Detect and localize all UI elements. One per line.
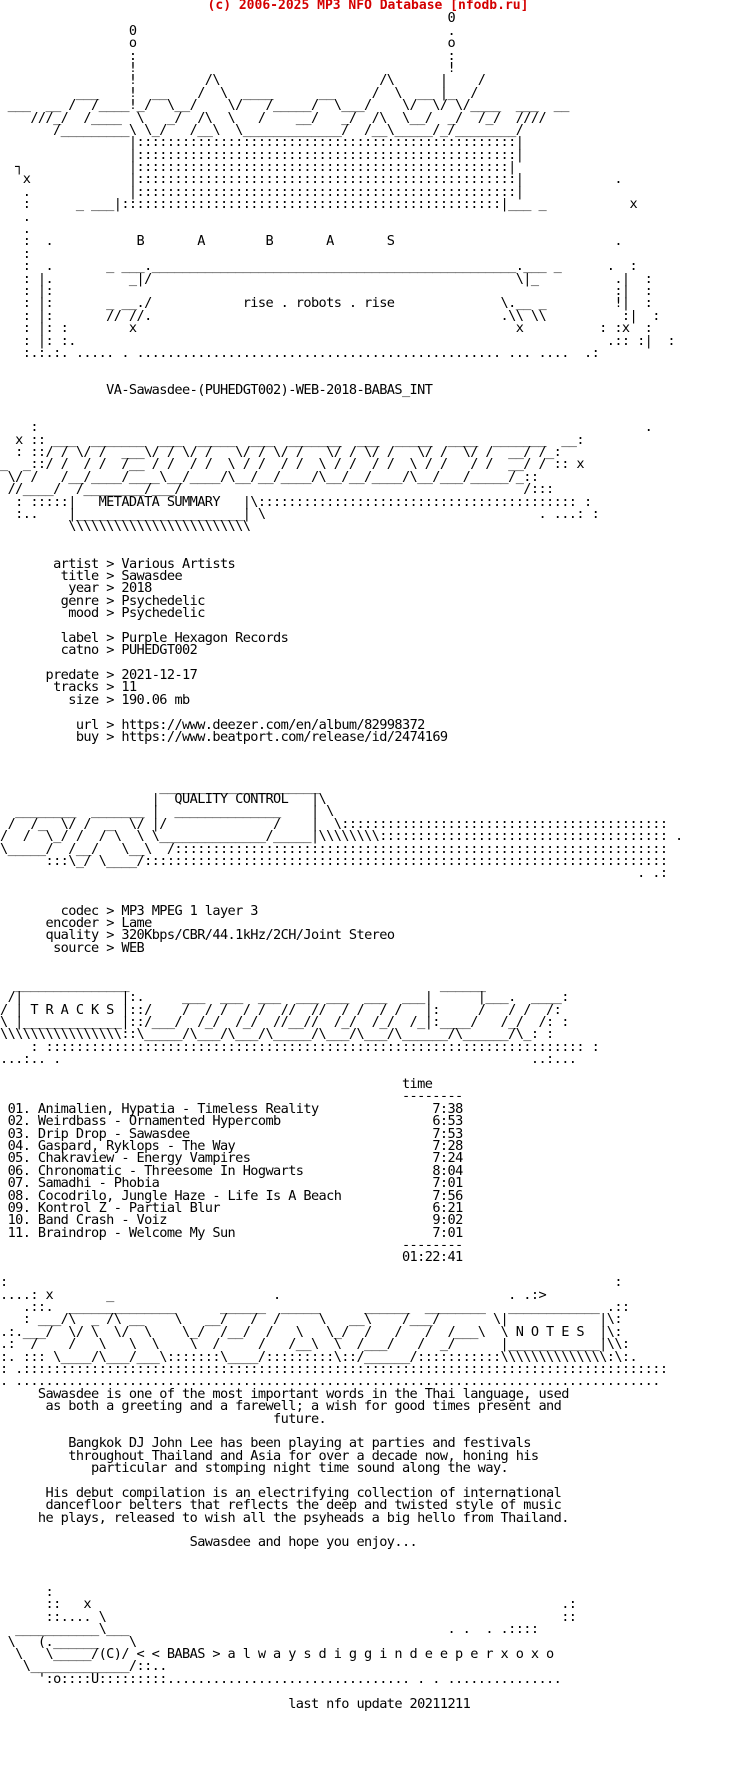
notes-line: future. xyxy=(0,1410,327,1427)
logo-ascii-art: o o xyxy=(0,35,456,52)
track-number: 05. xyxy=(0,1150,38,1167)
release-name: VA-Sawasdee-(PUHEDGT002)-WEB-2018-BABAS_INT xyxy=(0,382,433,399)
tracks-ascii-banner: \ |_____________|::/___/ /_/ /_/ //__// /_/ /_/ /_|:____/ /_/ /: : xyxy=(0,1014,569,1031)
tracks-ascii-banner: \\\\\\\\\\\\\\\\::\_____/\___/\___/\_____/\___/\___/\______/\______/\_: : xyxy=(0,1026,554,1043)
metadata-field-label: genre xyxy=(0,592,99,609)
spacer-line xyxy=(0,397,683,409)
track-title: Weirdbass - Ornamented Hypercomb xyxy=(37,1113,281,1130)
spacer-line xyxy=(0,880,683,892)
tracks-ascii-banner: ...:.. . ..:... xyxy=(0,1051,577,1068)
metadata-field-value: Psychedelic xyxy=(121,605,205,622)
track-title: Chronomatic - Threesome In Hogwarts xyxy=(37,1162,304,1179)
quality-ascii-banner: . .: xyxy=(0,865,668,882)
notes-ascii-banner: .: / / \ \ \ \ / / /__\ \ /___/ / _/ |____________|\\: xyxy=(0,1336,630,1353)
logo-ascii-art: 0 . xyxy=(0,22,456,39)
track-time: 7:56 xyxy=(432,1187,463,1204)
footer-ascii-art: : xyxy=(0,1584,54,1600)
notes-ascii-banner: ....: x _ . . .:> xyxy=(0,1286,547,1303)
metadata-field-value: 190.06 mb xyxy=(121,691,190,708)
track-title: Braindrop - Welcome My Sun xyxy=(37,1224,236,1241)
logo-ascii-art: |::::::::::::::::::::::::::::::::::::::::::::::::::| xyxy=(0,146,524,163)
track-title: Samadhi - Phobia xyxy=(37,1175,160,1192)
track-time: 7:28 xyxy=(432,1137,463,1154)
quality-field-label: source xyxy=(0,939,99,956)
track-time: 7:01 xyxy=(432,1224,463,1241)
field-separator: > xyxy=(98,580,122,597)
footer-ascii-art: ::.... \ :: xyxy=(0,1608,577,1625)
metadata-field-value: Psychedelic xyxy=(121,592,205,609)
metadata-field-value: https://www.beatport.com/release/id/2474169 xyxy=(121,729,448,746)
notes-line: Sawasdee is one of the most important words in the Thai language, used xyxy=(0,1385,569,1402)
metadata-field-value: 2021-12-17 xyxy=(121,667,198,684)
metadata-field-value: PUHEDGT002 xyxy=(121,642,198,659)
field-separator: > xyxy=(98,914,122,931)
track-time: 7:38 xyxy=(432,1100,463,1117)
logo-ascii-art: : |. _|/ \|_ .| : xyxy=(0,270,653,287)
logo-ascii-art: ! ! xyxy=(0,59,456,76)
field-separator: > xyxy=(98,629,122,646)
metadata-field-value: https://www.deezer.com/en/album/82998372 xyxy=(121,716,425,733)
quality-ascii-banner: _____________________ xyxy=(0,778,319,795)
logo-ascii-art: : . B A B A S . xyxy=(0,233,622,250)
track-number: 11. xyxy=(0,1224,38,1241)
metadata-field-value: Sawasdee xyxy=(121,567,183,584)
quality-field-value: WEB xyxy=(121,939,145,956)
track-number: 03. xyxy=(0,1125,38,1142)
footer-ascii-art: ___________\___ . . . .:::: xyxy=(0,1621,539,1638)
track-time: 7:53 xyxy=(432,1125,463,1142)
quality-ascii-banner: | QUALITY CONTROL |\ xyxy=(0,791,327,807)
footer-ascii-art: ':o::::U:::::::::................................ . . ............... xyxy=(0,1670,562,1687)
field-separator: > xyxy=(98,729,122,746)
track-title: Band Crash - Voiz xyxy=(37,1212,167,1229)
quality-field-label: quality xyxy=(0,927,99,944)
logo-ascii-art: x |::::::::::::::::::::::::::::::::::::::::::::::::::| . xyxy=(0,171,622,188)
metadata-field xyxy=(0,605,683,622)
site-header: (c) 2006-2025 MP3 NFO Database [nfodb.ru] xyxy=(207,0,529,13)
metadata-ascii-banner: : . xyxy=(0,419,653,436)
track-title: Animalien, Hypatia - Timeless Reality xyxy=(37,1100,319,1117)
track-title: Cocodrilo, Jungle Haze - Life Is A Beach xyxy=(37,1187,342,1204)
spacer-line xyxy=(0,954,683,966)
notes-ascii-banner: :. ::: \____/\___/___\:::::::\____/:::::::::\::/______/:::::::::::\\\\\\\\\\\\\\:\:. xyxy=(0,1348,638,1365)
metadata-field-value: 2018 xyxy=(121,580,152,597)
metadata-ascii-banner: \/ / /__/____/____\__/____/\__/__/____/\__/__/____/\__/___/_____/_:: xyxy=(0,468,539,485)
metadata-field-label: year xyxy=(0,580,99,597)
footer-ascii-art: \ \_____/(C)/ < < BABAS > a l w a y s d i g g i n d e e p e r x o x o xyxy=(0,1645,554,1662)
logo-ascii-art: ┐ |:::::::::::::::::::::::::::::::::::::::::::::::::| xyxy=(0,159,516,176)
track-title: Chakraview - Energy Vampires xyxy=(37,1150,251,1167)
metadata-field-label: tracks xyxy=(0,679,99,696)
track-title: Gaspard, Ryklops - The Way xyxy=(37,1137,236,1154)
field-separator: > xyxy=(98,902,122,919)
logo-ascii-art: : |: // //. .\\ \\ :| : xyxy=(0,307,660,324)
notes-line: His debut compilation is an electrifying collection of international xyxy=(0,1484,562,1501)
metadata-field-label: predate xyxy=(0,667,99,684)
logo-ascii-art: : |: :| : xyxy=(0,282,653,299)
track-time: 9:02 xyxy=(432,1212,463,1229)
notes-line: Sawasdee and hope you enjoy... xyxy=(0,1534,418,1551)
logo-ascii-art: ///_/ /____ \ _/ /\ \ / __/ _/ /\ \__/ _/ /_/ //// xyxy=(0,109,547,126)
tracks-total-time: 01:22:41 xyxy=(0,1249,463,1266)
quality-ascii-banner: ________ _______ | ______________ | \ xyxy=(0,803,334,820)
spacer-line xyxy=(0,1574,683,1586)
field-separator: > xyxy=(98,679,122,696)
track-time: 6:21 xyxy=(432,1199,463,1216)
field-separator: > xyxy=(98,691,122,708)
track-time: 8:04 xyxy=(432,1162,463,1179)
logo-ascii-art: : |: :. .:: :| : xyxy=(0,332,675,349)
footer-ascii-art: \ (.______ \ xyxy=(0,1633,137,1650)
notes-ascii-banner: . ..................................................................................... xyxy=(0,1373,660,1390)
logo-ascii-art: :.:.:. ..... . ................................................ ... .... .: xyxy=(0,344,600,361)
metadata-ascii-banner: : ::/ / \/ / ___\/ / \/ / \/ / \/ / \/ / \/ / \/ / \/ / __/ /_: xyxy=(0,444,562,461)
tracks-time-rule: -------- xyxy=(0,1237,463,1254)
metadata-ascii-banner: _ _::/ / / / /__ / / / / \ / / / / \ / / / / \ / / / / __/ / :: x xyxy=(0,456,584,473)
last-update: last nfo update 20211211 xyxy=(0,1695,471,1712)
field-separator: > xyxy=(98,716,122,733)
notes-line: Bangkok DJ John Lee has been playing at parties and festivals xyxy=(0,1435,531,1452)
logo-ascii-art: ___ ! __ / \ ____ __ / \ __ |_ / xyxy=(0,84,478,101)
track-number: 01. xyxy=(0,1100,38,1117)
track-number: 09. xyxy=(0,1199,38,1216)
quality-field-value: MP3 MPEG 1 layer 3 xyxy=(121,902,258,919)
quality-field-value: Lame xyxy=(121,914,152,931)
metadata-field xyxy=(0,642,683,659)
field-separator: > xyxy=(98,667,122,684)
field-separator: > xyxy=(98,567,122,584)
logo-ascii-art: /_________\ \_/ /__\ \_____________/ /__\_____/_/________/ xyxy=(0,121,524,138)
footer-ascii-art: :: x .: xyxy=(0,1596,577,1613)
footer-ascii-art: \_____________/::.. xyxy=(0,1658,167,1675)
field-separator: > xyxy=(98,592,122,609)
metadata-field-label: label xyxy=(0,629,99,646)
track-title: Kontrol Z - Partial Blur xyxy=(37,1199,220,1216)
track-number: 08. xyxy=(0,1187,38,1204)
spacer-line xyxy=(0,743,683,755)
metadata-field-label: url xyxy=(0,716,99,733)
track-time: 7:24 xyxy=(432,1150,463,1167)
quality-field-label: encoder xyxy=(0,914,99,931)
tracks-ascii-banner: : ::::::::::::::::::::::::::::::::::::::::::::::::::::::::::::::::::::::: : xyxy=(0,1038,600,1055)
metadata-ascii-banner: :.. |______________________| \ . ...: : xyxy=(0,506,600,523)
field-separator: > xyxy=(98,939,122,956)
tracks-ascii-banner: _______________ ______ xyxy=(0,976,486,993)
logo-ascii-art: : : xyxy=(0,47,456,64)
track-time: 6:53 xyxy=(432,1113,463,1130)
metadata-field-label: mood xyxy=(0,605,99,622)
tracks-ascii-banner: / | T R A C K S |::/ / / / / / // // / / / / |: / / / /: xyxy=(0,1001,562,1018)
logo-ascii-art: 0 xyxy=(0,10,456,27)
logo-ascii-art: ! /\ /\ | / xyxy=(0,72,486,89)
logo-ascii-art: . xyxy=(0,208,31,225)
quality-ascii-banner: :::\_/ \____/::::::::::::::::::::::::::::::::::::::::::::::::::::::::::::::::::::: xyxy=(0,852,668,869)
metadata-field-label: title xyxy=(0,567,99,584)
notes-ascii-banner: : ___/\ _ /\ __ \ __/ / / \ __\ /___/ \| |\: xyxy=(0,1311,622,1328)
tracks-ascii-banner: /| |:. ___ ___ ___ ___ ___ ___ ___| |___. ____: xyxy=(0,989,569,1006)
metadata-field-label: size xyxy=(0,691,99,708)
track-number: 02. xyxy=(0,1113,38,1130)
quality-ascii-banner: / / \_/ / / \ \ \______________/_____|\\\\\\\\:::::::::::::::::::::::::::::::::::::: . xyxy=(0,828,683,845)
notes-line: dancefloor belters that reflects the deep and twisted style of music xyxy=(0,1497,562,1514)
track-number: 10. xyxy=(0,1212,38,1229)
logo-ascii-art: : |: _ __./ rise . robots . rise \.__ _ !| : xyxy=(0,295,653,312)
logo-ascii-art: |::::::::::::::::::::::::::::::::::::::::::::::::::| xyxy=(0,134,524,151)
tracks-time-rule: -------- xyxy=(0,1088,463,1105)
notes-ascii-banner: : .::::::::::::::::::::::::::::::::::::::::::::::::::::::::::::::::::::::::::::::::::::: xyxy=(0,1360,668,1377)
logo-ascii-art: . |::::::::::::::::::::::::::::::::::::::::::::::::::| xyxy=(0,183,524,200)
spacer-line xyxy=(0,359,683,371)
quality-ascii-banner: \_____/ /__/ \__\ /::::::::::::::::::::::::::::::::::::::::::::::::::::::::::::::::: xyxy=(0,840,668,857)
metadata-field-value: Various Artists xyxy=(121,555,236,572)
notes-ascii-banner: .::. ______________ ______ _____ ______ ________ ____________ .:: xyxy=(0,1299,630,1316)
metadata-field-label: artist xyxy=(0,555,99,572)
track-title: Drip Drop - Sawasdee xyxy=(37,1125,190,1142)
notes-ascii-banner: : : xyxy=(0,1274,622,1291)
notes-line: particular and stomping night time sound along the way. xyxy=(0,1460,509,1477)
field-separator: > xyxy=(98,555,122,572)
spacer-line xyxy=(0,533,683,545)
metadata-field-value: Purple Hexagon Records xyxy=(121,629,289,646)
notes-line: as both a greeting and a farewell; a wish for good times present and xyxy=(0,1398,562,1415)
quality-ascii-banner: / /_ \/ / _ \/ |/ / | \::::::::::::::::::::::::::::::::::::::::::: xyxy=(0,815,668,832)
metadata-field-label: catno xyxy=(0,642,99,659)
spacer-line xyxy=(0,756,683,768)
metadata-field xyxy=(0,691,683,708)
notes-line: he plays, released to wish all the psyheads a big hello from Thailand. xyxy=(0,1509,569,1526)
notes-line: throughout Thailand and Asia for over a decade now, honing his xyxy=(0,1447,539,1464)
track-number: 06. xyxy=(0,1162,38,1179)
field-separator: > xyxy=(98,927,122,944)
field-separator: > xyxy=(98,605,122,622)
quality-field xyxy=(0,939,683,956)
logo-ascii-art: . xyxy=(0,221,31,238)
metadata-field-value: 11 xyxy=(121,679,137,696)
logo-ascii-art: ___ __ / /____!_/ \__/ \/ /_____/ \___/ \/ \/ \/____ ___ __ xyxy=(0,97,569,114)
metadata-ascii-banner: : :::::| METADATA SUMMARY |\:::::::::::::::::::::::::::::::::::::::::: : xyxy=(0,493,592,510)
metadata-field xyxy=(0,729,683,746)
spacer-line xyxy=(0,1549,683,1561)
metadata-ascii-banner: x :: ___ _______ ___ _____ ___ _______ ___ _____ ____ _______ __: xyxy=(0,431,584,448)
track-number: 04. xyxy=(0,1137,38,1154)
logo-ascii-art: : |: : x x : :x : xyxy=(0,320,653,337)
metadata-ascii-banner: \\\\\\\\\\\\\\\\\\\\\\\\ xyxy=(0,518,251,535)
metadata-field-label: buy xyxy=(0,729,99,746)
quality-field-value: 320Kbps/CBR/44.1kHz/2CH/Joint Stereo xyxy=(121,927,395,944)
track-number: 07. xyxy=(0,1175,38,1192)
track-time: 7:01 xyxy=(432,1175,463,1192)
spacer-line xyxy=(0,1561,683,1573)
logo-ascii-art: : _ ___|::::::::::::::::::::::::::::::::::::::::::::::::::|___ _ x xyxy=(0,196,638,213)
logo-ascii-art: : . _ ___.________________________________________________.___ _ . : xyxy=(0,258,638,275)
quality-field-label: codec xyxy=(0,902,99,919)
notes-ascii-banner: .:.___/ \/ \ \/ \ \_/ /__/ / \ \_/ / / / /___\ \ N O T E S |\: xyxy=(0,1323,622,1340)
logo-ascii-art: : xyxy=(0,245,31,262)
field-separator: > xyxy=(98,642,122,659)
tracks-time-header: time xyxy=(0,1075,433,1092)
metadata-ascii-banner: //____/ /________/___/ /::: xyxy=(0,481,554,498)
